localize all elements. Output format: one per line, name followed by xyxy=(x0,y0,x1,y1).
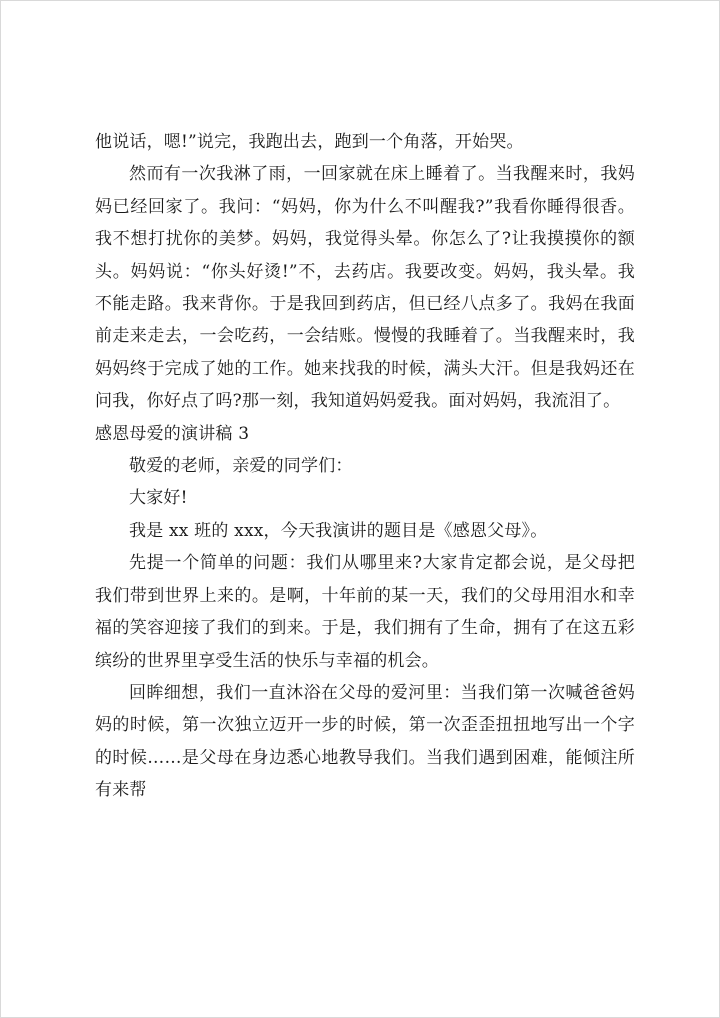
document-body xyxy=(95,126,635,807)
section-heading: 感恩母爱的演讲稿 3 xyxy=(95,423,250,444)
paragraph: 大家好! xyxy=(129,488,188,509)
paragraph: 他说话，嗯!”说完，我跑出去，跑到一个角落，开始哭。 xyxy=(95,132,524,152)
paragraph: 先提一个简单的问题：我们从哪里来?大家肯定都会说，是父母把我们带到世界上来的。是啊，十年前的某一天，我们的父母用泪水和幸福的笑容迎接了我们的到来。于是，我们拥有了生命，拥有了在这五彩缤纷的世界里享受生活的快乐与幸福的机会。 xyxy=(95,553,635,671)
paragraph: 然而有一次我淋了雨，一回家就在床上睡着了。当我醒来时，我妈妈已经回家了。我问：“妈妈，你为什么不叫醒我?”我看你睡得很香。我不想打扰你的美梦。妈妈，我觉得头晕。你怎么了?让我摸摸你的额头。妈妈说：“你头好烫!”不，去药店。我要改变。妈妈，我头晕。我不能走路。我来背你。于是我回到药店，但已经八点多了。我妈在我面前走来走去，一会吃药，一会结账。慢慢的我睡着了。当我醒来时，我妈妈终于完成了她的工作。她来找我的时候，满头大汗。但是我妈还在问我，你好点了吗?那一刻，我知道妈妈爱我。面对妈妈，我流泪了。 xyxy=(95,164,635,412)
paragraph: 我是 xx 班的 xxx，今天我演讲的题目是《感恩父母》。 xyxy=(129,520,548,541)
paragraph: 回眸细想，我们一直沐浴在父母的爱河里：当我们第一次喊爸爸妈妈的时候，第一次独立迈开一步的时候，第一次歪歪扭扭地写出一个字的时候……是父母在身边悉心地教导我们。当我们遇到困难，能倾注所有来帮 xyxy=(95,682,635,801)
paragraph: 敬爱的老师，亲爱的同学们： xyxy=(129,456,353,477)
